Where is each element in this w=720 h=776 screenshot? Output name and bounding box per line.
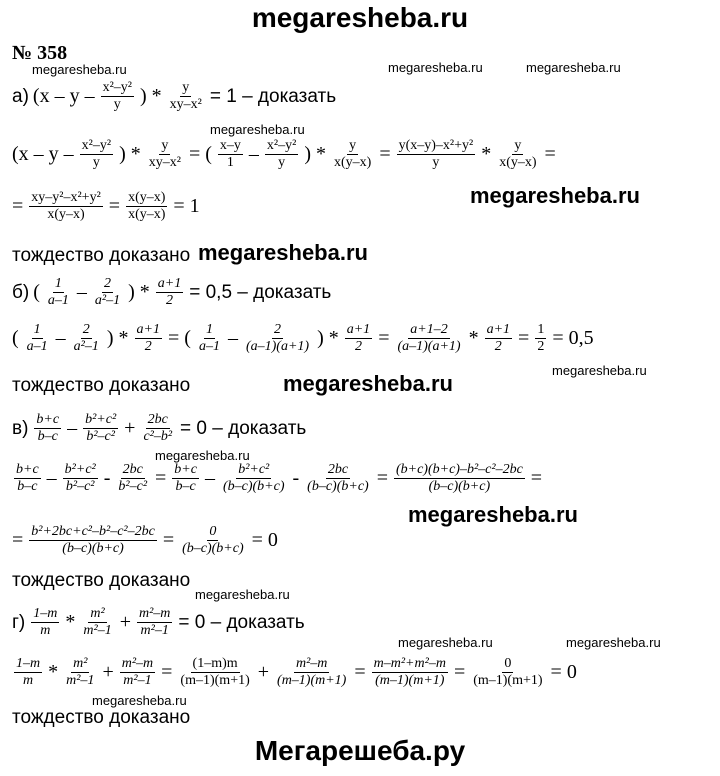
part-d-step: $\frac{1-m}{m}$ * $\frac{\text{m²}}{\text{m²–1}}$ + $\frac{\text{m²–m}}{\text{m²–1}}$ = $\frac{(1-m)m}{(m-1)(m+1)}$ + $\frac{\text{m²–m}}{(m-1)(m+1)}$ = $\frac{\text{m–m²+m²–m}}{(m-1)(m+1)}$ = $\frac{0}{(m-1)(m+1)}$ = 0	[16, 656, 577, 688]
watermark: megaresheba.ru	[210, 122, 305, 137]
part-label: б)	[12, 281, 30, 303]
watermark: megaresheba.ru	[398, 635, 493, 650]
watermark-big: megaresheba.ru	[283, 371, 453, 396]
watermark: megaresheba.ru	[566, 635, 661, 650]
expr-text: = 1 – доказать	[209, 85, 337, 107]
fraction: $\frac{x-y}{1}$	[219, 138, 241, 170]
watermark: megaresheba.ru	[155, 448, 250, 463]
fraction: $\frac{(1-m)m}{(m-1)(m+1)}$	[180, 656, 250, 688]
expr-text: = 0,5 – доказать	[189, 281, 332, 303]
fraction: $\frac{\text{b²+c²}}{\text{b²–c²}}$	[85, 412, 117, 444]
expr-text: (x – y –	[32, 85, 95, 107]
expr-text: = 1	[173, 195, 200, 217]
fraction: $\frac{\text{b²+c²}}{(b-c)(b+c)}$	[222, 462, 285, 494]
fraction: $\frac{\text{b²+c²}}{\text{b²–c²}}$	[64, 462, 96, 494]
part-b-step: ( $\frac{1}{a-1}$ – $\frac{2}{\text{a²–1}}$ ) * $\frac{a+1}{2}$ = ( $\frac{1}{a-1}$ – $\frac{2}{(a-1)(a+1)}$ ) * $\frac{a+1}{2}$ = $\frac{a+1-2}{(a-1)(a+1)}$ * $\frac{a+1}{2}$ = $\frac{1}{2}$ = 0,5	[12, 322, 594, 354]
identity-proved: тождество доказано	[12, 707, 191, 728]
fraction: $\frac{\text{y(x–y)–x²+y²}}{y}$	[398, 138, 474, 170]
fraction: $\frac{2}{\text{a²–1}}$	[73, 322, 99, 354]
watermark: megaresheba.ru	[388, 60, 483, 75]
watermark: megaresheba.ru	[92, 693, 187, 708]
expr-text: = 0,5	[552, 327, 594, 349]
fraction: $\frac{y}{x(y-x)}$	[333, 138, 372, 170]
site-title-bottom[interactable]: Мегарешеба.ру	[254, 735, 466, 766]
part-d-statement: г) $\frac{1-m}{m}$ * $\frac{\text{m²}}{\text{m²–1}}$ + $\frac{\text{m²–m}}{\text{m²–1}}$ = 0 – доказать	[12, 606, 305, 638]
expr-text: = 0	[550, 661, 577, 683]
fraction: $\frac{\text{xy–y²–x²+y²}}{x(y-x)}$	[31, 190, 101, 222]
expr-text: = 0 – доказать	[180, 417, 307, 439]
watermark: megaresheba.ru	[195, 587, 290, 602]
fraction: $\frac{b+c}{b-c}$	[36, 412, 60, 444]
site-title-top[interactable]: megaresheba.ru	[251, 2, 469, 33]
fraction: $\frac{y}{x(y-x)}$	[499, 138, 537, 170]
fraction: $\frac{2bc}{\text{b²–c²}}$	[118, 462, 148, 494]
watermark: megaresheba.ru	[552, 363, 647, 378]
fraction: $\frac{a+1}{2}$	[346, 322, 371, 354]
part-label: а)	[12, 85, 29, 107]
task-number: № 358	[12, 42, 68, 64]
fraction: $\frac{0}{(m-1)(m+1)}$	[473, 656, 543, 688]
watermark-big: megaresheba.ru	[408, 502, 578, 527]
fraction: $\frac{a+1}{2}$	[157, 276, 182, 308]
part-c-statement: в) $\frac{b+c}{b-c}$ – $\frac{\text{b²+c²}}{\text{b²–c²}}$ + $\frac{2bc}{\text{c²–b²}}$ = 0 – доказать	[12, 412, 307, 444]
fraction: $\frac{\text{m²–m}}{(m-1)(m+1)}$	[277, 656, 347, 688]
fraction: $\frac{\text{m²}}{\text{m²–1}}$	[66, 656, 95, 688]
fraction: $\frac{1-m}{m}$	[33, 606, 58, 638]
fraction: $\frac{\text{m²}}{\text{m²–1}}$	[83, 606, 112, 638]
fraction: $\frac{\text{(b+c)(b+c)–b²–c²–2bc}}{(b-c)(b+c)}$	[395, 462, 523, 494]
identity-proved: тождество доказано	[12, 245, 191, 266]
watermark-big: megaresheba.ru	[470, 183, 640, 208]
part-a-step1: (x – y – $\frac{\text{x²–y²}}{y}$ ) * $\frac{y}{\text{xy–x²}}$ = ( $\frac{x-y}{1}$ – $\frac{\text{x²–y²}}{y}$ ) * $\frac{y}{x(y-x)}$ = $\frac{\text{y(x–y)–x²+y²}}{y}$ * $\frac{y}{x(y-x)}$ =	[12, 138, 556, 170]
part-a-step2: = $\frac{\text{xy–y²–x²+y²}}{x(y-x)}$ = $\frac{x(y-x)}{x(y-x)}$ = 1	[12, 190, 200, 222]
watermark: megaresheba.ru	[32, 62, 127, 77]
fraction: $\frac{1}{a-1}$	[198, 322, 220, 354]
part-a-statement	[12, 80, 336, 113]
fraction: $\frac{1}{a-1}$	[26, 322, 48, 354]
part-label: г)	[12, 611, 26, 633]
fraction: $\frac{b+c}{b-c}$	[16, 462, 39, 494]
fraction: $\frac{\text{b²+2bc+c²–b²–c²–2bc}}{(b-c)(b+c)}$	[31, 524, 155, 556]
fraction: $\frac{\text{m²–m}}{\text{m²–1}}$	[121, 656, 154, 688]
fraction: $\frac{b+c}{b-c}$	[174, 462, 197, 494]
fraction: $\frac{x(y-x)}{x(y-x)}$	[128, 190, 166, 222]
fraction: $\frac{\text{x²–y²}}{y}$	[81, 138, 112, 170]
fraction: $\frac{0}{(b-c)(b+c)}$	[182, 524, 244, 556]
fraction: $\frac{1}{2}$	[537, 322, 545, 354]
fraction: $\frac{a+1}{2}$	[136, 322, 160, 354]
identity-proved: тождество доказано	[12, 375, 191, 396]
expr-text: = 0	[251, 529, 278, 551]
part-label: в)	[12, 417, 29, 439]
fraction: $\frac{\text{x²–y²}}{y}$	[102, 80, 132, 112]
fraction: $\frac{y}{\text{xy–x²}}$	[148, 138, 181, 170]
fraction: $\frac{2}{(a-1)(a+1)}$	[245, 322, 310, 354]
watermark: megaresheba.ru	[526, 60, 621, 75]
part-c-step2: = $\frac{\text{b²+2bc+c²–b²–c²–2bc}}{(b-c)(b+c)}$ = $\frac{0}{(b-c)(b+c)}$ = 0	[12, 524, 278, 556]
fraction: $\frac{2bc}{(b-c)(b+c)}$	[307, 462, 369, 494]
expr-text: ) *	[139, 85, 162, 107]
part-c-step1: $\frac{b+c}{b-c}$ – $\frac{\text{b²+c²}}{\text{b²–c²}}$ - $\frac{2bc}{\text{b²–c²}}$ = $\frac{b+c}{b-c}$ – $\frac{\text{b²+c²}}{(b-c)(b+c)}$ - $\frac{2bc}{(b-c)(b+c)}$ = $\frac{\text{(b+c)(b+c)–b²–c²–2bc}}{(b-c)(b+c)}$ =	[16, 462, 543, 494]
fraction: $\frac{2}{\text{a²–1}}$	[94, 276, 121, 308]
fraction: $\frac{\text{x²–y²}}{y}$	[266, 138, 297, 170]
identity-proved: тождество доказано	[12, 570, 191, 591]
fraction: $\frac{1}{a-1}$	[47, 276, 69, 308]
fraction: $\frac{1-m}{m}$	[16, 656, 41, 688]
watermark-big: megaresheba.ru	[198, 240, 368, 265]
fraction: $\frac{a+1-2}{(a-1)(a+1)}$	[397, 322, 461, 354]
fraction: $\frac{2bc}{\text{c²–b²}}$	[143, 412, 173, 444]
fraction: $\frac{\text{m²–m}}{\text{m²–1}}$	[138, 606, 171, 638]
fraction: $\frac{y}{\text{xy–x²}}$	[169, 80, 202, 112]
part-b-statement: б) ( $\frac{1}{a-1}$ – $\frac{2}{\text{a²–1}}$ ) * $\frac{a+1}{2}$ = 0,5 – доказать	[12, 276, 332, 308]
fraction: $\frac{a+1}{2}$	[486, 322, 511, 354]
fraction: $\frac{\text{m–m²+m²–m}}{(m-1)(m+1)}$	[373, 656, 446, 688]
expr-text: (x – y –	[12, 143, 74, 165]
expr-text: = 0 – доказать	[178, 611, 305, 633]
